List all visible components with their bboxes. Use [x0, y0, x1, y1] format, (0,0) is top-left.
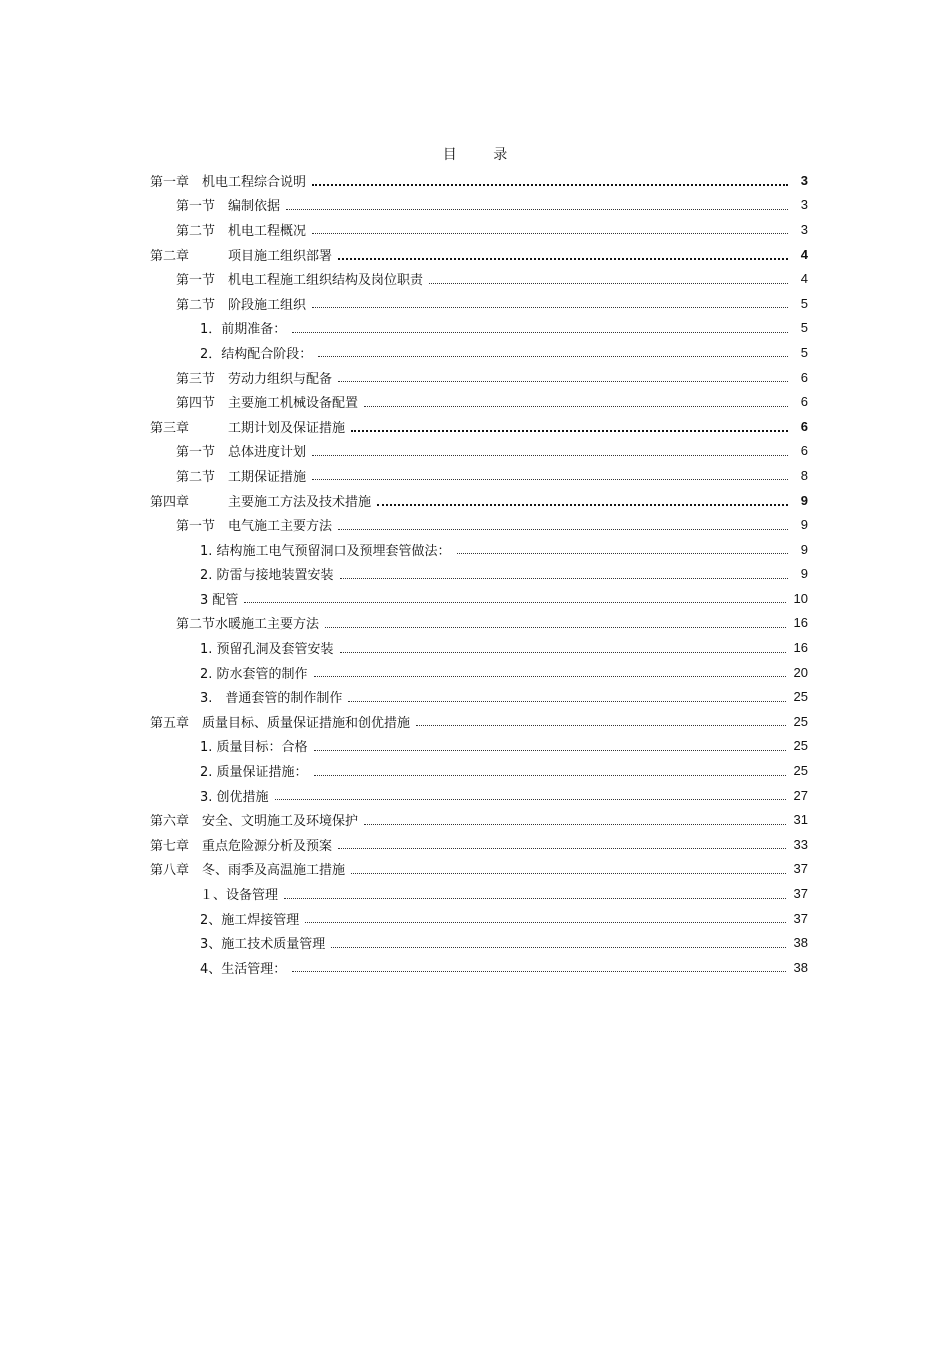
toc-page-number: 8 [800, 467, 808, 483]
toc-page-number: 3 [800, 172, 808, 188]
toc-page-number: 33 [793, 836, 808, 852]
toc-entry-label: 第七章 重点危险源分析及预案 [150, 838, 333, 854]
dot-leader [338, 380, 788, 382]
dot-leader [348, 700, 785, 702]
toc-page-number: 9 [800, 541, 808, 557]
toc-subsection-entry[interactable] [150, 635, 808, 660]
toc-page-number: 20 [793, 664, 808, 680]
toc-section-entry[interactable] [150, 266, 808, 291]
toc-chapter-entry[interactable] [150, 488, 808, 513]
toc-entry-label: 3. 创优措施 [200, 789, 269, 805]
toc-entry-label: 第六章 安全、文明施工及环境保护 [150, 814, 359, 830]
toc-entry-label: 第二节 工期保证措施 [176, 469, 307, 485]
toc-section-entry[interactable] [150, 512, 808, 537]
toc-page-number: 6 [800, 443, 808, 459]
dot-leader [351, 872, 786, 874]
toc-section-entry[interactable] [150, 365, 808, 390]
toc-entry-label: 第一章 机电工程综合说明 [150, 174, 307, 190]
toc-subsection-entry[interactable] [150, 537, 808, 562]
dot-leader [292, 970, 785, 972]
toc-entry-label: 第二节 阶段施工组织 [176, 297, 307, 313]
dot-leader [340, 651, 786, 653]
toc-entry-label: 3、施工技术质量管理 [200, 937, 326, 953]
toc-page-number: 25 [793, 763, 808, 779]
dot-leader [364, 823, 786, 825]
toc-page-number: 4 [800, 271, 808, 287]
toc-entry-label: 第二节水暖施工主要方法 [176, 617, 320, 633]
dot-leader [312, 183, 788, 186]
page-title: 目 录 [442, 147, 524, 163]
toc-subsection-entry[interactable] [150, 783, 808, 808]
toc-entry-label: 第一节 编制依据 [176, 199, 281, 215]
toc-page-number: 25 [793, 738, 808, 754]
toc-page-number: 10 [793, 590, 808, 606]
toc-subsection-entry[interactable] [150, 684, 808, 709]
toc-page-number: 38 [793, 959, 808, 975]
toc-page-number: 31 [793, 812, 808, 828]
dot-leader [312, 306, 788, 308]
toc-subsection-entry[interactable] [150, 734, 808, 759]
toc-entry-label: １、设备管理 [200, 888, 279, 904]
dot-leader [305, 921, 785, 923]
toc-chapter-entry[interactable] [150, 857, 808, 882]
dot-leader [286, 208, 788, 210]
toc-entry-label: 第五章 质量目标、质量保证措施和创优措施 [150, 715, 411, 731]
toc-entry-label: 1. 预留孔洞及套管安装 [200, 642, 334, 658]
toc-page-number: 27 [793, 787, 808, 803]
toc-chapter-entry[interactable] [150, 414, 808, 439]
toc-entry-label: 1. 质量目标：合格 [200, 740, 308, 756]
toc-entry-label: 3. 普通套管的制作制作 [200, 691, 343, 707]
dot-leader [338, 257, 788, 260]
dot-leader [244, 601, 785, 603]
toc-subsection-entry[interactable] [150, 906, 808, 931]
dot-leader [340, 577, 788, 579]
dot-leader [314, 749, 786, 751]
toc-entry-label: 第三章 工期计划及保证措施 [150, 420, 346, 436]
toc-subsection-entry[interactable] [150, 586, 808, 611]
toc-chapter-entry[interactable] [150, 242, 808, 267]
toc-entry-label: 2. 质量保证措施： [200, 765, 308, 781]
dot-leader [318, 355, 788, 357]
toc-entry-label: 2、施工焊接管理 [200, 912, 300, 928]
dot-leader [275, 798, 786, 800]
toc-entry-label: 2．结构配合阶段： [200, 346, 313, 362]
toc-page-number: 9 [800, 492, 808, 508]
toc-subsection-entry[interactable] [150, 758, 808, 783]
toc-page-number: 5 [800, 295, 808, 311]
toc-page-number: 16 [793, 640, 808, 656]
toc-page-number: 37 [793, 910, 808, 926]
toc-page-number: 37 [793, 886, 808, 902]
toc-entry-label: 第三节 劳动力组织与配备 [176, 371, 333, 387]
toc-page-number: 3 [800, 197, 808, 213]
toc-entry-label: 第一节 机电工程施工组织结构及岗位职责 [176, 273, 424, 289]
toc-entry-label: 第四章 主要施工方法及技术措施 [150, 494, 372, 510]
dot-leader [338, 847, 786, 849]
dot-leader [429, 282, 788, 284]
dot-leader [331, 946, 785, 948]
toc-page-number: 9 [800, 566, 808, 582]
toc-subsection-entry[interactable] [150, 562, 808, 587]
toc-page-number: 5 [800, 320, 808, 336]
toc-entry-label: 第一节 总体进度计划 [176, 445, 307, 461]
toc-subsection-entry[interactable] [150, 316, 808, 341]
toc-subsection-entry[interactable] [150, 660, 808, 685]
dot-leader [325, 626, 786, 628]
toc-entry-label: 3 配管 [200, 592, 239, 608]
toc-page-number: 37 [793, 861, 808, 877]
toc-subsection-entry[interactable] [150, 340, 808, 365]
toc-page-number: 25 [793, 689, 808, 705]
dot-leader [284, 897, 786, 899]
toc-entry-label: 第四节 主要施工机械设备配置 [176, 396, 359, 412]
toc-section-entry[interactable] [150, 611, 808, 636]
toc-entry-label: 第八章 冬、雨季及高温施工措施 [150, 863, 346, 879]
toc-page-number: 38 [793, 935, 808, 951]
toc-section-entry[interactable] [150, 217, 808, 242]
toc-entry-label: 第二章 项目施工组织部署 [150, 248, 333, 264]
toc-subsection-entry[interactable] [150, 955, 808, 980]
toc-entry-label: 4、生活管理： [200, 961, 287, 977]
toc-page-number: 3 [800, 221, 808, 237]
dot-leader [377, 503, 788, 506]
toc-entry-label: 2. 防水套管的制作 [200, 666, 308, 682]
toc-chapter-entry[interactable] [150, 832, 808, 857]
dot-leader [312, 454, 788, 456]
dot-leader [312, 232, 788, 234]
dot-leader [312, 478, 788, 480]
toc-entry-label: 1．前期准备： [200, 322, 287, 338]
dot-leader [416, 724, 786, 726]
toc-section-entry[interactable] [150, 389, 808, 414]
toc-chapter-entry[interactable] [150, 807, 808, 832]
toc-entry-label: 1. 结构施工电气预留洞口及预埋套管做法： [200, 543, 451, 559]
toc-entry-label: 第一节 电气施工主要方法 [176, 519, 333, 535]
toc-page-number: 5 [800, 344, 808, 360]
dot-leader [338, 528, 788, 530]
toc-subsection-entry[interactable] [150, 930, 808, 955]
toc-chapter-entry[interactable] [150, 709, 808, 734]
toc-chapter-entry[interactable] [150, 168, 808, 193]
toc-page-number: 6 [800, 394, 808, 410]
toc-page-number: 6 [800, 369, 808, 385]
toc-section-entry[interactable] [150, 291, 808, 316]
dot-leader [364, 405, 788, 407]
toc-section-entry[interactable] [150, 463, 808, 488]
toc-section-entry[interactable] [150, 193, 808, 218]
toc-page-number: 4 [800, 246, 808, 262]
toc-page-number: 25 [793, 713, 808, 729]
toc-section-entry[interactable] [150, 439, 808, 464]
dot-leader [457, 552, 788, 554]
dot-leader [292, 331, 788, 333]
toc-page-number: 9 [800, 517, 808, 533]
toc-entry-label: 第二节 机电工程概况 [176, 223, 307, 239]
toc-page-number: 16 [793, 615, 808, 631]
table-of-contents [150, 168, 808, 980]
toc-subsection-entry[interactable] [150, 881, 808, 906]
toc-entry-label: 2. 防雷与接地装置安装 [200, 568, 334, 584]
dot-leader [351, 429, 788, 432]
dot-leader [314, 675, 786, 677]
dot-leader [314, 774, 786, 776]
toc-page-number: 6 [800, 418, 808, 434]
